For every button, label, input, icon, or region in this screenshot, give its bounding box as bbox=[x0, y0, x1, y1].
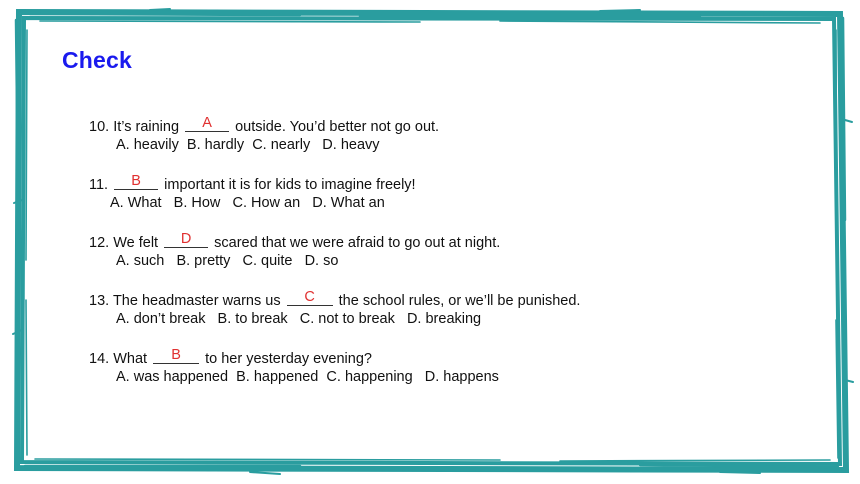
answer-blank bbox=[164, 233, 208, 248]
options-13: A. don’t break B. to break C. not to break D. breaking bbox=[116, 311, 482, 327]
question-number: 10. bbox=[89, 119, 110, 135]
question-11 bbox=[89, 175, 416, 193]
answer-blank bbox=[185, 117, 229, 132]
question-number: 13. bbox=[89, 293, 110, 309]
question-text-before: We felt bbox=[113, 235, 159, 251]
options-10: A. heavily B. hardly C. nearly D. heavy bbox=[116, 137, 380, 153]
question-text-after: outside. You’d better not go out. bbox=[235, 119, 440, 135]
answer-blank bbox=[114, 175, 158, 190]
answer-letter: B bbox=[171, 347, 181, 363]
answer-blank bbox=[153, 349, 199, 364]
question-number: 11. bbox=[89, 177, 109, 193]
page-title: Check bbox=[62, 47, 133, 73]
answer-letter: D bbox=[180, 231, 192, 247]
question-12 bbox=[89, 233, 500, 251]
question-text-after: important it is for kids to imagine freely! bbox=[164, 177, 416, 193]
question-text-after: the school rules, or we’ll be punished. bbox=[338, 293, 581, 309]
question-number: 12. bbox=[89, 235, 110, 251]
question-14 bbox=[89, 349, 372, 367]
options-14: A. was happened B. happened C. happening D. happens bbox=[116, 369, 499, 385]
question-text-before: The headmaster warns us bbox=[112, 293, 281, 309]
question-text-before: What bbox=[113, 351, 148, 367]
question-number: 14. bbox=[89, 351, 110, 367]
options-12: A. such B. pretty C. quite D. so bbox=[116, 253, 339, 269]
answer-letter: C bbox=[304, 289, 315, 305]
answer-letter: B bbox=[131, 173, 141, 189]
question-text-before: It’s raining bbox=[113, 119, 180, 135]
question-text-after: scared that we were afraid to go out at night. bbox=[214, 235, 501, 251]
options-11: A. What B. How C. How an D. What an bbox=[110, 195, 385, 211]
question-13 bbox=[89, 291, 580, 309]
answer-blank bbox=[287, 291, 333, 306]
question-text-after: to her yesterday evening? bbox=[205, 351, 372, 367]
answer-letter: A bbox=[202, 115, 212, 131]
question-10 bbox=[89, 117, 439, 135]
